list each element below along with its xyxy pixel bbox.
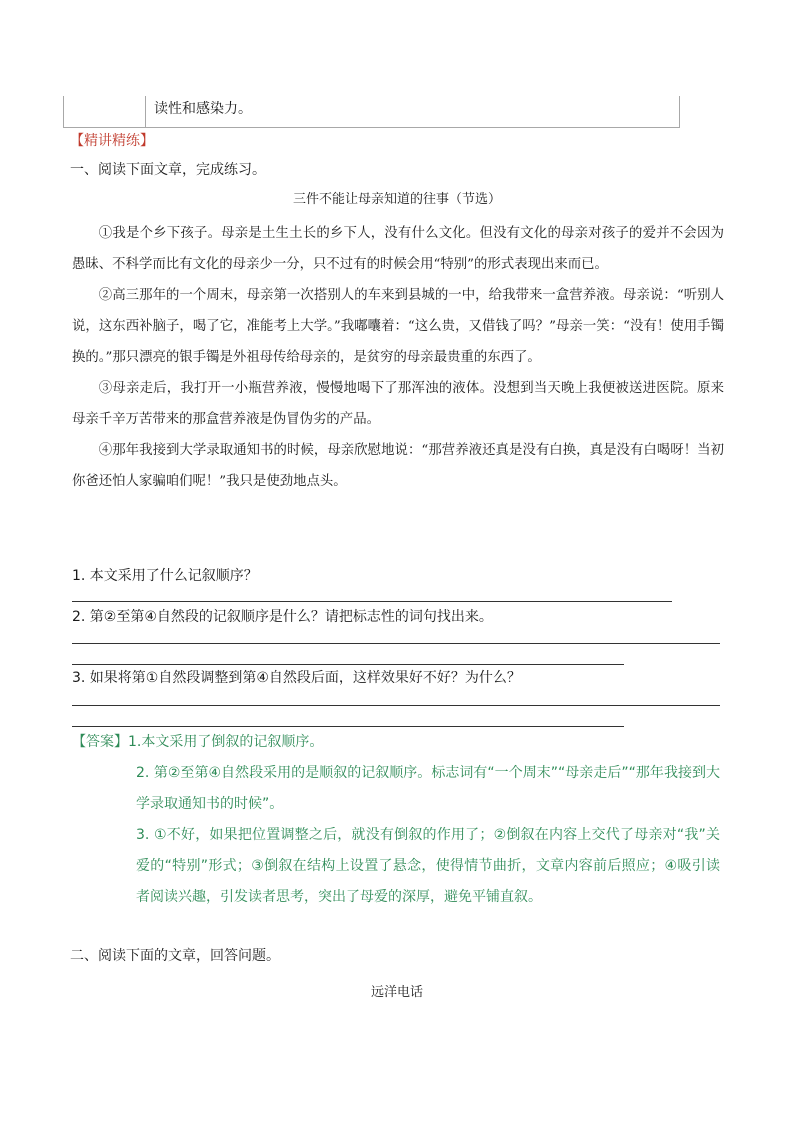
article-paragraph: ②高三那年的一个周末，母亲第一次搭别人的车来到县城的一中，给我带来一盒营养液。母亲说：“听别人说，这东西补脑子，喝了它，准能考上大学。”我嘟囔着：“这么贵，又借钱了吗？”母亲一笑：“没有！使用手镯换的。”那只漂亮的银手镯是外祖母传给母亲的，是贫穷的母亲最贵重的东西了。 — [72, 288, 724, 365]
answer-line[interactable] — [72, 664, 624, 665]
article-body — [72, 218, 724, 497]
section-tag: 【精讲精练】 — [70, 133, 154, 149]
answer-1: 1.本文采用了倒叙的记叙顺序。 — [128, 734, 324, 750]
article-paragraph: ③母亲走后，我打开一小瓶营养液，慢慢地喝下了那浑浊的液体。没想到当天晚上我便被送进医院。原来母亲千辛万苦带来的那盒营养液是伪冒伪劣的产品。 — [72, 381, 724, 427]
answer-tag: 【答案】 — [72, 734, 128, 750]
table-cell-empty — [64, 96, 146, 127]
question-2: 2. 第②至第④自然段的记叙顺序是什么？请把标志性的词句找出来。 — [72, 609, 493, 625]
table-fragment — [63, 96, 680, 128]
article-title: 三件不能让母亲知道的往事（节选） — [292, 192, 501, 207]
answer-line[interactable] — [72, 601, 672, 602]
answer-line[interactable] — [72, 705, 720, 706]
question-3: 3. 如果将第①自然段调整到第④自然段后面，这样效果好不好？为什么？ — [72, 670, 521, 686]
answer-2: 2. 第②至第④自然段采用的是顺叙的记叙顺序。标志词有“一个周末”“母亲走后”“那年我接到大学录取通知书的时候”。 — [136, 765, 720, 812]
part2-article-title: 远洋电话 — [370, 985, 423, 1000]
part2-heading: 二、阅读下面的文章，回答问题。 — [70, 948, 280, 964]
answer-line[interactable] — [72, 643, 720, 644]
part1-heading: 一、阅读下面文章，完成练习。 — [70, 162, 266, 178]
question-1: 1. 本文采用了什么记叙顺序？ — [72, 568, 258, 584]
answer-row-1 — [72, 732, 323, 752]
article-paragraph: ④那年我接到大学录取通知书的时候，母亲欣慰地说：“那营养液还真是没有白换，真是没有白喝呀！当初你爸还怕人家骗咱们呢！”我只是使劲地点头。 — [72, 443, 724, 489]
article-paragraph: ①我是个乡下孩子。母亲是土生土长的乡下人，没有什么文化。但没有文化的母亲对孩子的爱并不会因为愚昧、不科学而比有文化的母亲少一分，只不过有的时候会用“特别”的形式表现出来而已。 — [72, 226, 724, 272]
answer-line[interactable] — [72, 726, 624, 727]
answer-3: 3. ①不好，如果把位置调整之后，就没有倒叙的作用了；②倒叙在内容上交代了母亲对“我”关爱的“特别”形式；③倒叙在结构上设置了悬念，使得情节曲折，文章内容前后照应；④吸引读者阅读兴趣，引发读者思考，突出了母爱的深厚，避免平铺直叙。 — [136, 827, 720, 905]
table-cell-text: 读性和感染力。 — [154, 101, 252, 117]
